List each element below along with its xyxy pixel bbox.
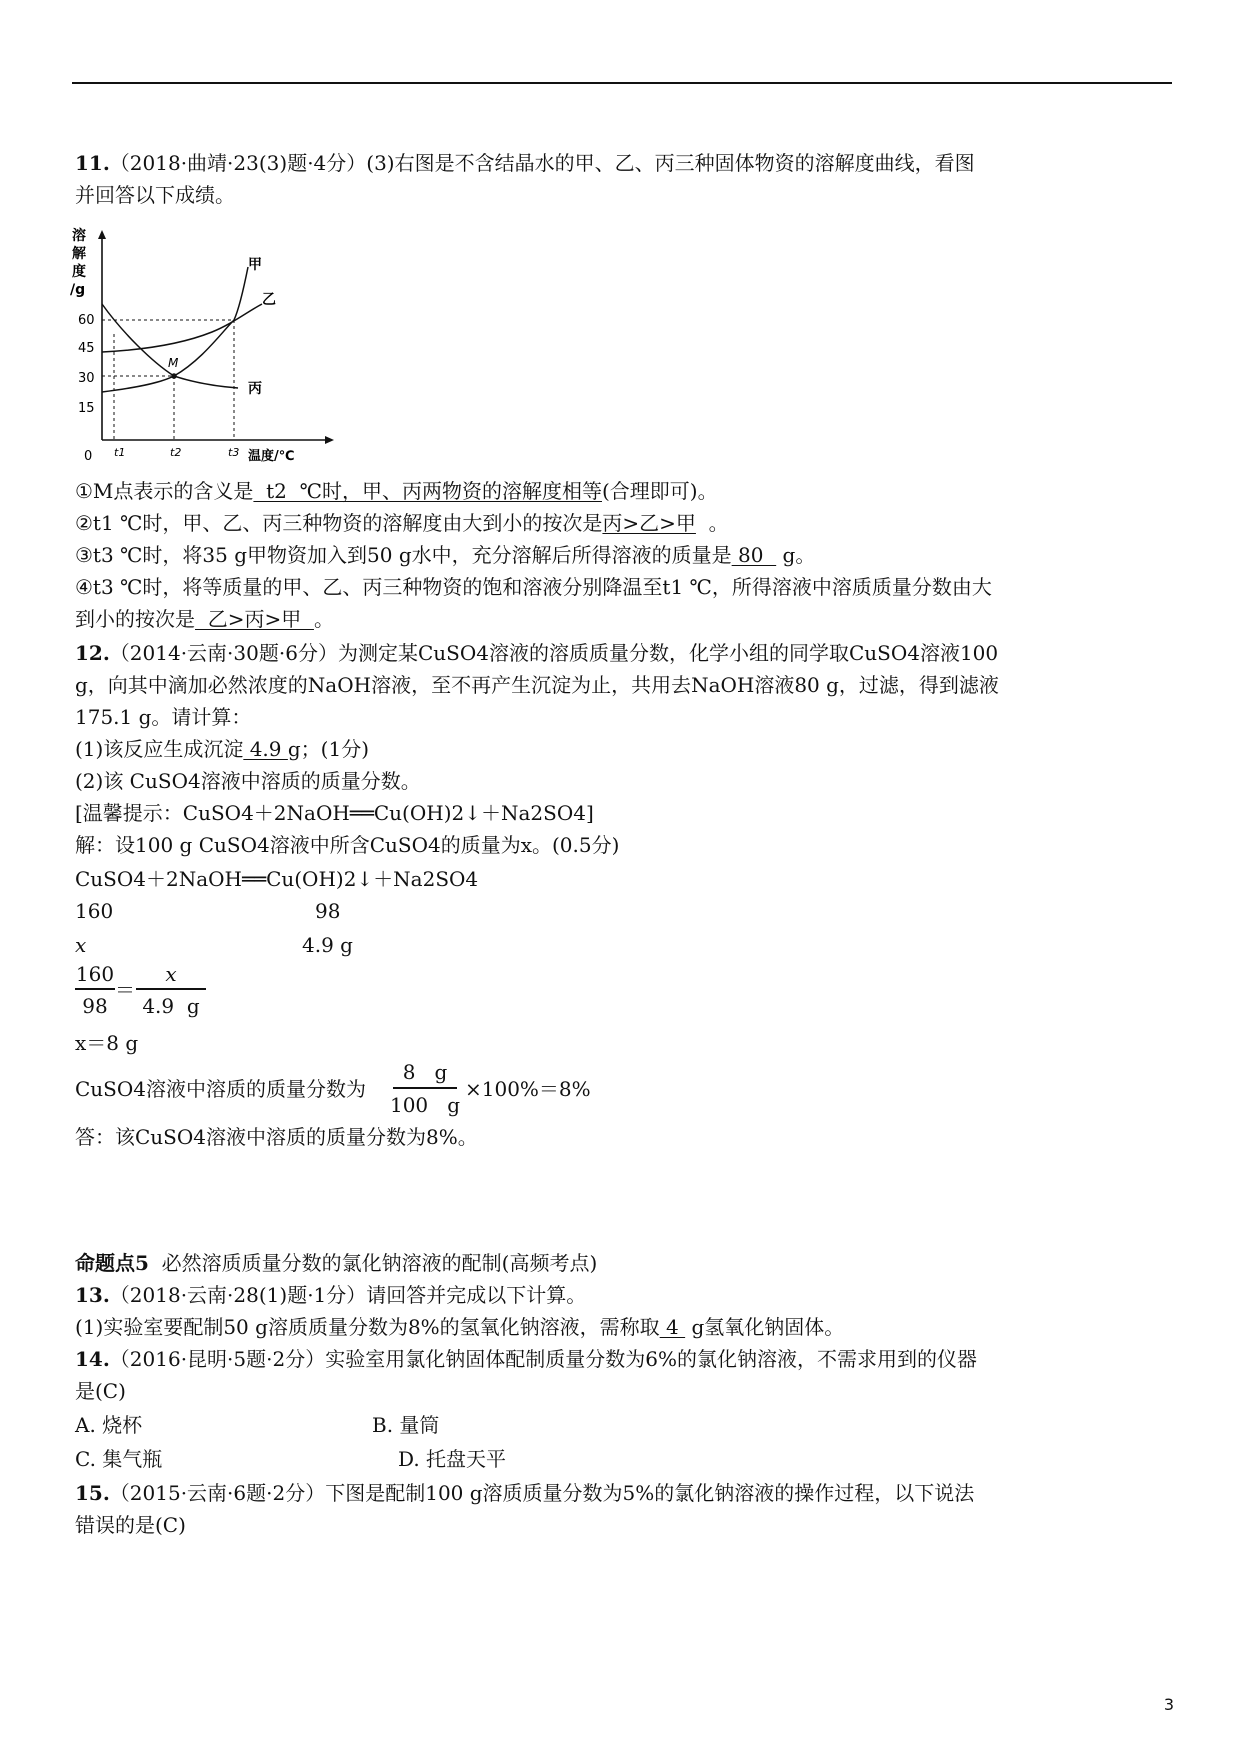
q12-percent-suffix: ×100%＝8%	[465, 1077, 591, 1101]
q12-solution-setup: 解：设100 g CuSO4溶液中所含CuSO4的质量为x。(0.5分)	[75, 833, 620, 857]
frac1-bar	[75, 988, 115, 990]
q14-line1: 14.（2016·昆明·5题·2分）实验室用氯化钠固体配制质量分数为6%的氯化钠溶液，不需求用到的仪器	[75, 1347, 977, 1371]
q15-line1: 15.（2015·云南·6题·2分）下图是配制100 g溶质质量分数为5%的氯化钠溶液的操作过程，以下说法	[75, 1481, 975, 1505]
label-bing: 丙	[248, 381, 262, 397]
q12-percent-prefix: CuSO4溶液中溶质的质量分数为	[75, 1077, 367, 1101]
q11-item4-line2: 到小的按次是 乙>丙>甲 。	[75, 607, 334, 631]
frac1-denominator: 98	[82, 994, 108, 1018]
y-tick-label: 30	[78, 371, 95, 386]
label-yi: 乙	[262, 292, 276, 308]
q11-item2: ②t1 ℃时，甲、乙、丙三种物资的溶解度由大到小的按次是丙>乙>甲 。	[75, 511, 729, 535]
y-axis-label: 溶	[72, 228, 86, 244]
frac2-denominator: 4.9 g	[142, 994, 200, 1018]
pct-denominator: 100 g	[389, 1093, 461, 1117]
label-jia: 甲	[248, 257, 262, 273]
q14-option-c: C. 集气瓶	[75, 1447, 163, 1471]
origin-label: 0	[84, 449, 93, 464]
svg-text:解: 解	[72, 246, 86, 262]
q12-x-left: x	[75, 933, 87, 957]
frac2-bar	[136, 988, 206, 990]
q12-equation: CuSO4＋2NaOH══Cu(OH)2↓＋Na2SO4	[75, 867, 479, 891]
q11-item4-line1: ④t3 ℃时，将等质量的甲、乙、丙三种物资的饱和溶液分别降温至t1 ℃，所得溶液中溶质质量分数由大	[75, 575, 992, 599]
x-tick-t2: t2	[170, 446, 182, 459]
pct-bar	[393, 1087, 457, 1089]
q14-option-a: A. 烧杯	[75, 1413, 143, 1437]
q11-line1: 11.（2018·曲靖·23(3)题·4分）(3)右图是不含结晶水的甲、乙、丙三种固体物资的溶解度曲线，看图	[75, 151, 975, 175]
frac1-numerator: 160	[75, 962, 115, 986]
q12-answer: 答：该CuSO4溶液中溶质的质量分数为8%。	[75, 1125, 478, 1149]
header-rule	[72, 82, 1172, 84]
svg-text:度: 度	[72, 264, 86, 280]
curve-bing	[102, 304, 238, 388]
q14-option-d: D. 托盘天平	[398, 1447, 507, 1471]
point-m-label: M	[168, 356, 179, 370]
x-tick-t1: t1	[114, 446, 126, 459]
q12-line2: g，向其中滴加必然浓度的NaOH溶液，至不再产生沉淀为止，共用去NaOH溶液80 g，过滤，得到滤液	[75, 673, 999, 697]
y-tick-label: 60	[78, 313, 95, 328]
q14-option-b: B. 量筒	[372, 1413, 440, 1437]
curve-jia	[102, 267, 248, 392]
q12-sub1: (1)该反应生成沉淀 4.9 g；(1分)	[75, 737, 370, 761]
y-tick-label: 15	[78, 401, 95, 416]
q13-sub1: (1)实验室要配制50 g溶质质量分数为8%的氢氧化钠溶液，需称取 4 g氢氧化钠固体。	[75, 1315, 845, 1339]
q15-line2: 错误的是(C)	[75, 1513, 186, 1537]
q12-line3: 175.1 g。请计算：	[75, 705, 252, 729]
q14-line2: 是(C)	[75, 1379, 126, 1403]
q12-sub2: (2)该 CuSO4溶液中溶质的质量分数。	[75, 769, 421, 793]
q12-x-right: 4.9 g	[302, 933, 353, 957]
q11-item1: ①M点表示的含义是 t2 ℃时，甲、丙两物资的溶解度相等(合理即可)。	[75, 479, 718, 503]
pct-numerator: 8 g	[402, 1060, 448, 1084]
q11-item3: ③t3 ℃时，将35 g甲物资加入到50 g水中，充分溶解后所得溶液的质量是 80 g。	[75, 543, 816, 567]
frac-equals: ＝	[115, 978, 135, 1002]
svg-text:/g: /g	[70, 282, 86, 298]
q12-hint: [温馨提示：CuSO4＋2NaOH══Cu(OH)2↓＋Na2SO4]	[75, 801, 594, 825]
point-m	[171, 373, 177, 379]
point5-heading: 命题点5 必然溶质质量分数的氯化钠溶液的配制(高频考点)	[75, 1251, 598, 1275]
y-tick-label: 45	[78, 341, 95, 356]
x-tick-t3: t3	[228, 446, 240, 459]
q13-line1: 13.（2018·云南·28(1)题·1分）请回答并完成以下计算。	[75, 1283, 587, 1307]
q12-mass-right: 98	[315, 899, 341, 923]
q12-x-result: x＝8 g	[75, 1031, 139, 1055]
page-number: 3	[1163, 1695, 1174, 1714]
q12-mass-left: 160	[75, 899, 114, 923]
x-axis-label: 温度/℃	[248, 449, 295, 464]
q12-line1: 12.（2014·云南·30题·6分）为测定某CuSO4溶液的溶质质量分数，化学小组的同学取CuSO4溶液100	[75, 641, 999, 665]
solubility-curve-chart	[62, 222, 362, 466]
frac2-numerator: x	[165, 962, 177, 986]
q11-line2: 并回答以下成绩。	[75, 183, 235, 207]
